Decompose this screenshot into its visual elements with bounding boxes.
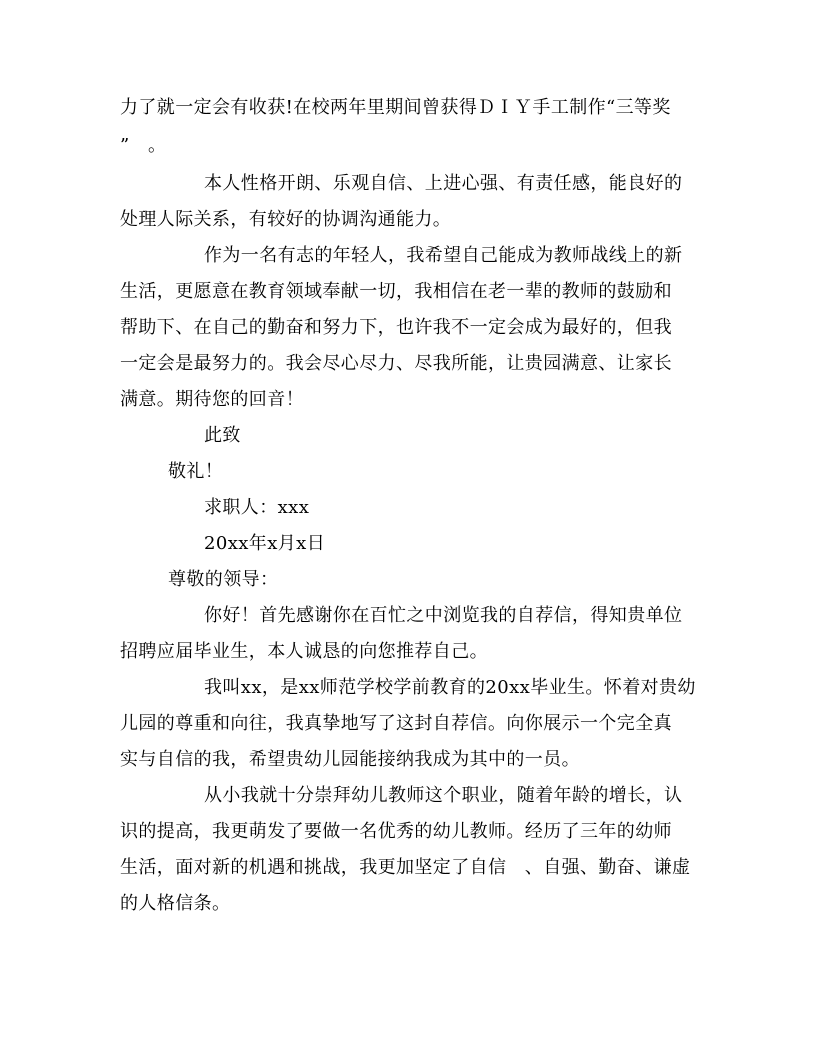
text-line: 儿园的尊重和向往，我真挚地写了这封自荐信。向你展示一个完全真 [120, 713, 672, 734]
text-line: ” 。 [120, 135, 167, 156]
text-line: 生活，面对新的机遇和挑战，我更加坚定了自信 、自强、勤奋、谦虚 [120, 857, 691, 878]
text-line: 此致 [204, 425, 241, 446]
text-line: 本人性格开朗、乐观自信、上进心强、有责任感，能良好的 [204, 173, 683, 194]
text-line: 的人格信条。 [120, 893, 231, 914]
text-line: 作为一名有志的年轻人，我希望自己能成为教师战线上的新 [204, 245, 683, 266]
text-line: 实与自信的我，希望贵幼儿园能接纳我成为其中的一员。 [120, 749, 580, 770]
text-line: 满意。期待您的回音！ [120, 389, 304, 410]
text-line: 敬礼！ [168, 461, 224, 482]
text-line: 一定会是最努力的。我会尽心尽力、尽我所能，让贵园满意、让家长 [120, 353, 672, 374]
text-line: 力了就一定会有收获!在校两年里期间曾获得ＤＩＹ手工制作“三等奖 [120, 97, 671, 118]
text-line: 尊敬的领导： [168, 569, 279, 590]
text-line: 生活，更愿意在教育领域奉献一切，我相信在老一辈的教师的鼓励和 [120, 281, 672, 302]
text-line: 你好！首先感谢你在百忙之中浏览我的自荐信，得知贵单位 [204, 605, 683, 626]
text-line: 处理人际关系，有较好的协调沟通能力。 [120, 209, 452, 230]
text-line: 从小我就十分崇拜幼儿教师这个职业，随着年龄的增长，认 [204, 785, 683, 806]
text-line: 我叫xx，是xx师范学校学前教育的20xx毕业生。怀着对贵幼 [204, 677, 696, 698]
text-line: 20xx年x月x日 [204, 533, 326, 554]
text-line: 帮助下、在自己的勤奋和努力下，也许我不一定会成为最好的，但我 [120, 317, 672, 338]
text-line: 招聘应届毕业生，本人诚恳的向您推荐自己。 [120, 641, 488, 662]
text-line: 识的提高，我更萌发了要做一名优秀的幼儿教师。经历了三年的幼师 [120, 821, 672, 842]
text-line: 求职人：xxx [204, 497, 310, 518]
